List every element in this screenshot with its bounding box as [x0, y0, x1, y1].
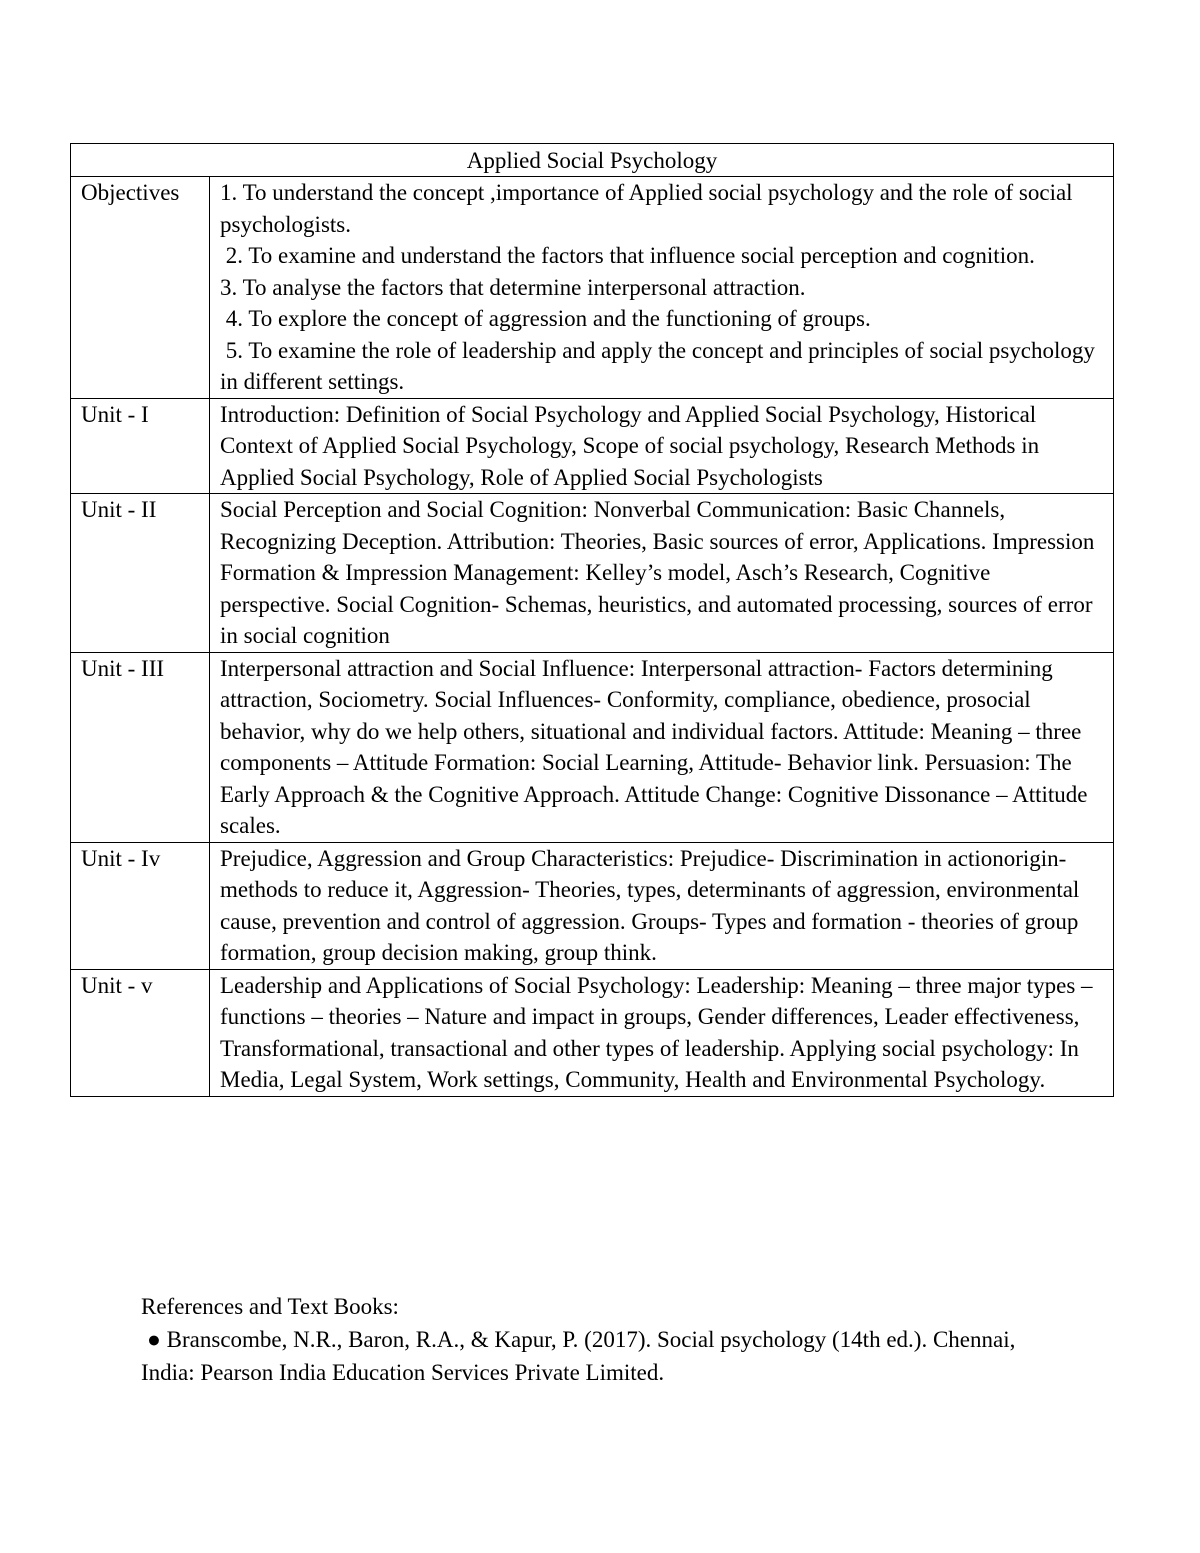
course-title: Applied Social Psychology [71, 144, 1114, 177]
unit-row [71, 652, 1114, 842]
table-title-row [71, 144, 1114, 177]
unit-content: Prejudice, Aggression and Group Characteristics: Prejudice- Discrimination in actionorigin-methods to reduce it, Aggression- Theories, types, determinants of aggression, environmental cause, prevention and control of aggression. Groups- Types and formation - theories of group formation, group decision making, group think. [210, 842, 1114, 969]
unit-row [71, 494, 1114, 653]
unit-row [71, 969, 1114, 1096]
references-heading: References and Text Books: [141, 1294, 399, 1319]
references-section [141, 1290, 1061, 1389]
objective-item: 2. To examine and understand the factors that influence social perception and cognition. [220, 243, 1035, 268]
unit-row [71, 398, 1114, 494]
reference-item [141, 1323, 1061, 1389]
unit-label: Unit - v [71, 969, 210, 1096]
unit-label: Unit - III [71, 652, 210, 842]
objectives-row [71, 177, 1114, 399]
unit-content: Leadership and Applications of Social Psychology: Leadership: Meaning – three major types – functions – theories – Nature and impact in groups, Gender differences, Leader effectiveness, Transformational, transactional and other types of leadership. Applying social psychology: In Media, Legal System, Work settings, Community, Health and Environmental Psychology. [210, 969, 1114, 1096]
objectives-label: Objectives [71, 177, 210, 399]
reference-text: Branscombe, N.R., Baron, R.A., & Kapur, P. (2017). Social psychology (14th ed.). Chennai, India: Pearson India Education Services Private Limited. [141, 1327, 1016, 1385]
objective-item: 1. To understand the concept ,importance of Applied social psychology and the role of social psychologists. [220, 180, 1073, 237]
objective-item: 5. To examine the role of leadership and apply the concept and principles of social psychology in different settings. [220, 337, 1101, 394]
syllabus-table [70, 143, 1114, 1097]
unit-label: Unit - II [71, 494, 210, 653]
unit-content: Introduction: Definition of Social Psychology and Applied Social Psychology, Historical Context of Applied Social Psychology, Scope of social psychology, Research Methods in Applied Social Psychology, Role of Applied Social Psychologists [210, 398, 1114, 494]
bullet-icon: ● [147, 1327, 161, 1352]
unit-label: Unit - I [71, 398, 210, 494]
objective-item: 3. To analyse the factors that determine interpersonal attraction. [220, 274, 806, 300]
unit-row [71, 842, 1114, 969]
objective-item: 4. To explore the concept of aggression and the functioning of groups. [220, 306, 871, 331]
unit-label: Unit - Iv [71, 842, 210, 969]
unit-content: Social Perception and Social Cognition: Nonverbal Communication: Basic Channels, Recognizing Deception. Attribution: Theories, Basic sources of error, Applications. Impression Formation & Impression Management: Kelley’s model, Asch’s Research, Cognitive perspective. Social Cognition- Schemas, heuristics, and automated processing, sources of error in social cognition [210, 494, 1114, 653]
unit-content: Interpersonal attraction and Social Influence: Interpersonal attraction- Factors determining attraction, Sociometry. Social Influences- Conformity, compliance, obedience, prosocial behavior, why do we help others, situational and individual factors. Attitude: Meaning – three components – Attitude Formation: Social Learning, Attitude- Behavior link. Persuasion: The Early Approach & the Cognitive Approach. Attitude Change: Cognitive Dissonance – Attitude scales. [210, 652, 1114, 842]
objectives-list [210, 177, 1114, 399]
